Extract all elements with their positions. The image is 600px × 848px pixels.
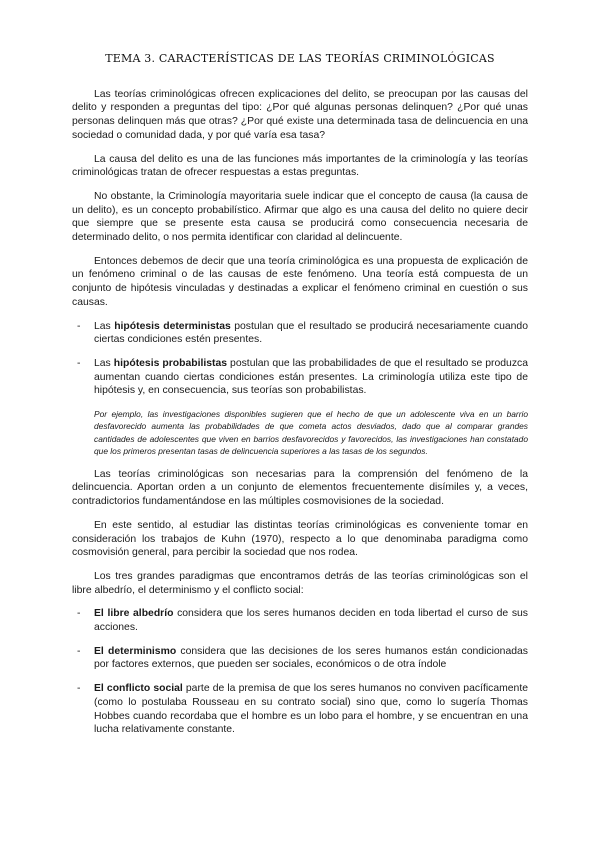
example-note: Por ejemplo, las investigaciones disponibles sugieren que el hecho de que un adolescente viva en un barrio desfavorecido aumenta las probabilidades de que cometa actos desviados, dado que al comparar grandes cantidades de adolescentes que viven en barrios desfavorecidos y favorecidos, las investigaciones han constatado que los primeros presentan tasas de delincuencia superiores a las tasas de los segundos. — [94, 409, 528, 457]
paragraph-paradigmas: Los tres grandes paradigmas que encontramos detrás de las teorías criminológicas son el libre albedrío, el determinismo y el conflicto social: — [72, 570, 528, 596]
list-item-libre-albedrio — [72, 607, 528, 634]
paragraph-intro: Las teorías criminológicas ofrecen explicaciones del delito, se preocupan por las causas del delito y responden a preguntas del tipo: ¿Por qué algunas personas delinquen? ¿Por qué unas personas delinquen más que otras? ¿Por qué existe una determinada tasa de delincuencia en una sociedad o comunidad dada, y por qué varía esa tasa? — [72, 88, 528, 141]
list-item-text: considera que los seres humanos deciden en toda libertad el curso de sus acciones. — [94, 608, 528, 634]
list-item-term: hipótesis probabilistas — [113, 357, 228, 369]
paragraph-teoria: Entonces debemos de decir que una teoría criminológica es una propuesta de explicación de un fenómeno criminal o de las causas de este fenómeno. Una teoría está compuesta de un conjunto de hipótesis vinculadas y destinadas a explicar el fenómeno criminal en cuestión o sus causas. — [72, 255, 528, 308]
paragraph-kuhn: En este sentido, al estudiar las distintas teorías criminológicas es conveniente tomar en consideración los trabajos de Kuhn (1970), respecto a lo que denominaba paradigma como cosmovisión general, para percibir la sociedad que nos rodea. — [72, 519, 528, 559]
list-item-text: considera que las decisiones de los seres humanos están condicionadas por factores externos, que pueden ser sociales, económicos o de otra índole — [94, 645, 528, 671]
list-item-term: hipótesis deterministas — [114, 320, 231, 332]
list-item-term: El determinismo — [94, 645, 177, 657]
list-item-text: postulan que el resultado se producirá necesariamente cuando ciertas condiciones estén presentes. — [94, 320, 528, 346]
list-item-determinismo — [72, 645, 528, 672]
list-item-term: El conflicto social — [94, 683, 183, 695]
document-page — [72, 52, 528, 747]
list-item-text: parte de la premisa de que los seres humanos no conviven pacíficamente (como lo postulaba Rousseau en su contrato social) sino que, como lo sugería Thomas Hobbes cuando recordaba que el hombre es un lobo para el hombre, y se encuentran en una lucha relativamente constante. — [94, 683, 528, 736]
list-item-prefix: Las — [94, 320, 115, 332]
dash-bullet: - — [77, 645, 81, 657]
paragraph-causa: La causa del delito es una de las funciones más importantes de la criminología y las teorías criminológicas tratan de ofrecer respuestas a estas preguntas. — [72, 153, 528, 179]
list-item-conflicto-social — [72, 682, 528, 737]
dash-bullet: - — [77, 608, 81, 620]
hypotheses-list — [72, 320, 528, 399]
paragraph-necesarias: Las teorías criminológicas son necesarias para la comprensión del fenómeno de la delincuencia. Aportan orden a un conjunto de elementos frecuentemente disímiles y, a veces, contradictorios fundamentándose en las múltiples cosmovisiones de la sociedad. — [72, 468, 528, 508]
list-item-text: postulan que las probabilidades de que el resultado se produzca aumentan cuando ciertas condiciones están presentes. La criminología utiliza este tipo de hipótesis y, en consecuencia, sus teorías son probabilistas. — [94, 357, 528, 397]
paradigms-list — [72, 607, 528, 737]
list-item-prefix: Las — [94, 357, 114, 369]
page-title: TEMA 3. CARACTERÍSTICAS DE LAS TEORÍAS CRIMINOLÓGICAS — [105, 52, 495, 65]
list-item-hipotesis-probabilistas — [72, 357, 528, 398]
paragraph-probabilistico: No obstante, la Criminología mayoritaria suele indicar que el concepto de causa (la causa de un delito), es un concepto probabilístico. Afirmar que algo es una causa del delito no quiere decir que siempre que se presente esta causa se producirá como consecuencia necesaria de determinado delito, o nos permita identificar con claridad al delincuente. — [72, 190, 528, 244]
dash-bullet: - — [77, 357, 81, 369]
dash-bullet: - — [77, 683, 81, 695]
list-item-hipotesis-deterministas — [72, 320, 528, 347]
dash-bullet: - — [77, 320, 81, 332]
list-item-term: El libre albedrío — [94, 608, 174, 620]
